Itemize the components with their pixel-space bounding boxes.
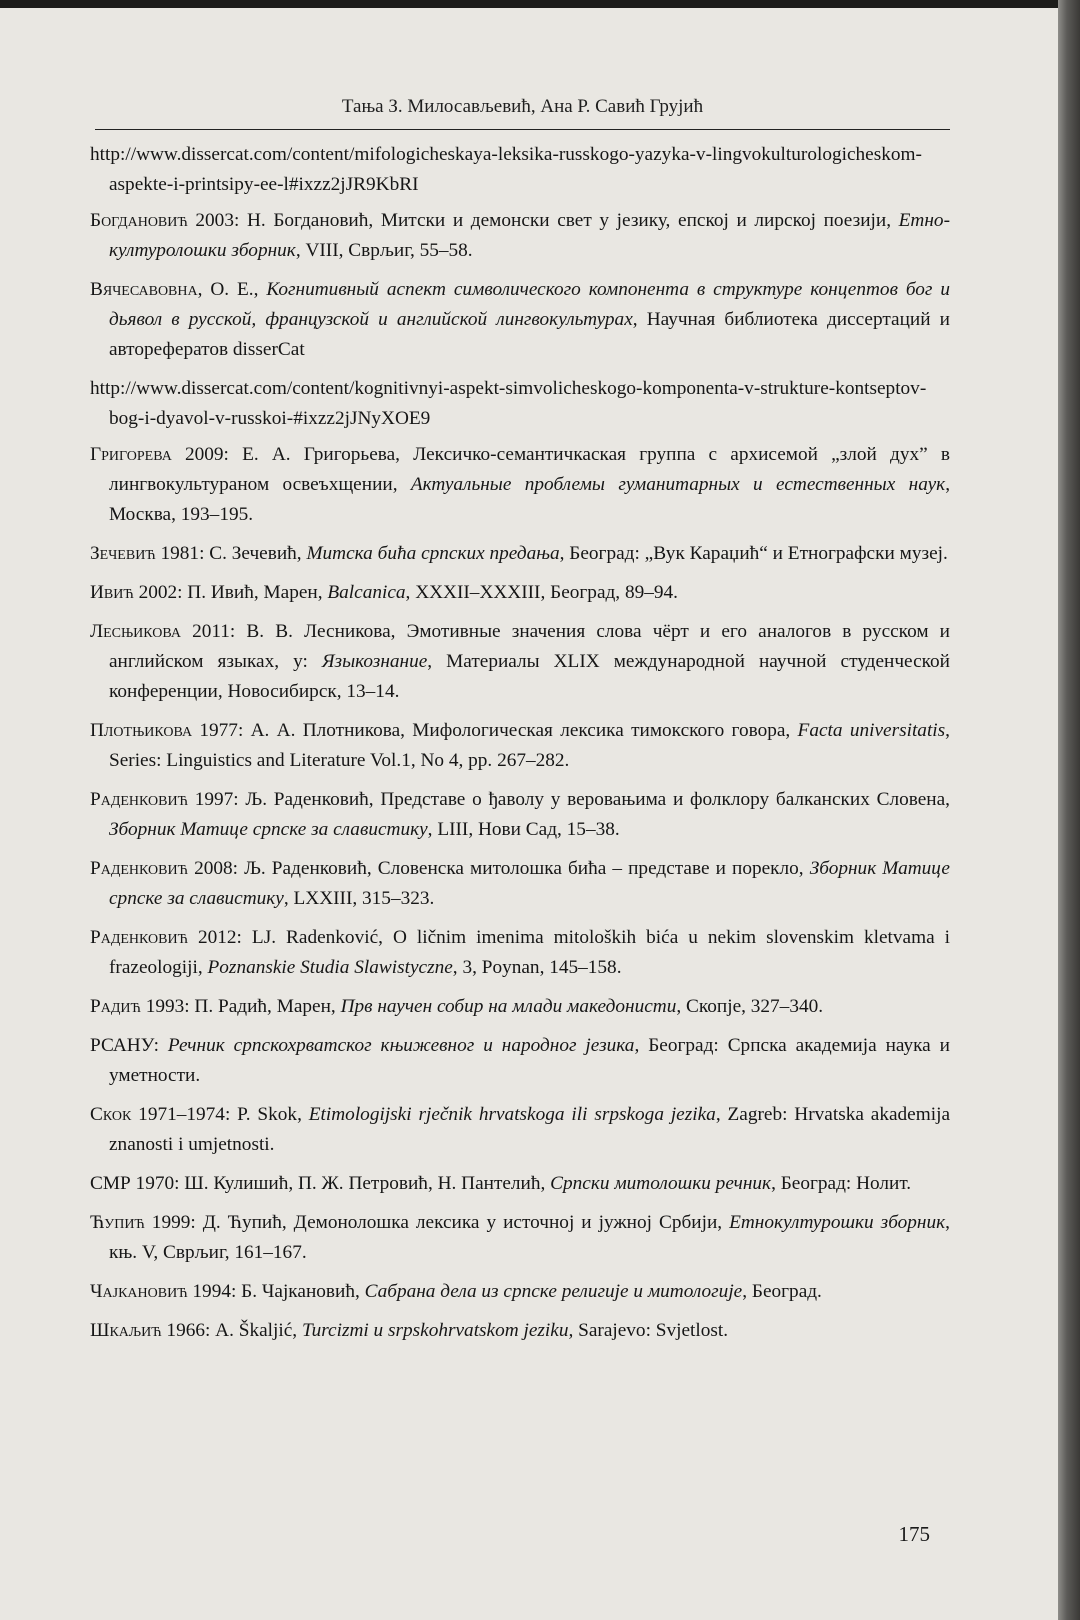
reference-text: 1994: Б. Чајкановић, [187,1281,365,1302]
reference-text: , Београд. [742,1281,822,1302]
reference-key: Вячесавовна [90,279,198,300]
reference-text: 2011: В. В. Лесникова, Эмотивные значения слова чёрт и его аналогов в русском и английском языках, у: [109,621,950,672]
reference-text: , Београд: „Вук Караџић“ и Етнографски музеј. [559,543,948,564]
reference-text: http://www.dissercat.com/content/kognitivnyi-aspekt-simvolicheskogo-komponenta-v-strukture-kontseptov-bog-i-dyavol-v-russkoi-#ixzz2jJNyXOE9 [90,378,927,429]
reference-text: , Београд: Српска академија наука и уметности. [109,1035,950,1086]
reference-entry [90,1316,950,1346]
reference-title: Facta universitatis [797,720,946,741]
reference-title: Актуальные проблемы гуманитарных и естественных наук [410,474,946,495]
reference-title: Митска бића српских предања [306,543,560,564]
reference-entry [90,854,950,914]
page-number: 175 [898,1522,930,1546]
reference-key: Богдановић [90,210,188,231]
reference-text: http://www.dissercat.com/content/mifologicheskaya-leksika-russkogo-yazyka-v-lingvokulturologicheskom-aspekte-i-printsipy-ee-l#ixzz2jJR9KbRI [90,144,922,195]
reference-key: Шкаљић [90,1320,162,1341]
reference-key: Раденковић [90,927,188,948]
reference-entry [90,785,950,845]
reference-text: , књ. V, Сврљиг, 161–167. [109,1212,950,1263]
reference-text: РСАНУ: [90,1035,168,1056]
reference-title: Прв научен собир на млади македонисти [340,996,677,1017]
reference-text: , О. Е., [197,279,267,300]
reference-entry [90,275,950,365]
reference-title: Balcanica [327,582,406,603]
header-rule [95,129,950,130]
reference-entry [90,578,950,608]
reference-text: 1971–1974: P. Skok, [131,1104,309,1125]
reference-key: Плотњикова [90,720,193,741]
reference-entry [90,140,950,200]
reference-text: СМР 1970: Ш. Кулишић, П. Ж. Петровић, Н. Пантелић, [90,1173,551,1194]
reference-text: , Zagreb: Hrvatska akademija znanosti i umjetnosti. [109,1104,951,1155]
reference-key: Радић [90,996,141,1017]
reference-entry [90,1208,950,1268]
reference-text: , Скопје, 327–340. [676,996,824,1017]
reference-text: 1997: Љ. Раденковић, Представе о ђаволу у веровањима и фолклору балканских Словена, [187,789,950,810]
reference-text: , Научная библиотека диссертаций и авторефератов disserCat [109,309,950,360]
reference-title: Etimologijski rječnik hrvatskoga ili srpskoga jezika [308,1104,716,1125]
reference-entry [90,617,950,707]
reference-text: , LIII, Нови Сад, 15–38. [427,819,620,840]
reference-text: 2003: Н. Богдановић, Митски и демонски свет у језику, епској и лирској поезији, [187,210,899,231]
reference-text: , Москва, 193–195. [109,474,951,525]
reference-text: , 3, Poynan, 145–158. [452,957,622,978]
reference-text: 1977: А. А. Плотникова, Мифологическая лексика тимокского говора, [192,720,798,741]
reference-entry [90,374,950,434]
reference-title: Етнокултурошки зборник [729,1212,946,1233]
reference-title: Зборник Матице српске за славистику [109,819,428,840]
reference-entry [90,1100,950,1160]
reference-text: 2009: Е. А. Григорьева, Лексичко-семантичкаская группа с архисемой „злой дух” в лингвокультураном освеъхщении, [109,444,950,495]
reference-title: Poznanskie Studia Slawistyczne [207,957,453,978]
reference-title: Языкознание [321,651,428,672]
running-head: Тања З. Милосављевић, Ана Р. Савић Грујић [341,96,704,117]
reference-title: Речник српскохрватског књижевног и народног језика [167,1035,635,1056]
reference-text: 1966: А. Škaljić, [161,1320,302,1341]
reference-title: Когнитивный аспект символического компонента в структуре концептов бог и дьявол в русской, французской и английской лингвокультурах [109,279,950,330]
reference-key: Ћупић [90,1212,145,1233]
reference-text: 2002: П. Ивић, Марен, [133,582,328,603]
reference-text: 1981: С. Зечевић, [155,543,307,564]
reference-text: 2012: LJ. Radenković, O ličnim imenima mitoloških bića u nekim slovenskim kletvama i frazeologiji, [109,927,950,978]
reference-text: , Материалы XLIX международной научной студенческой конференции, Новосибирск, 13–14. [109,651,950,702]
reference-key: Чајкановић [90,1281,188,1302]
reference-key: Скок [90,1104,132,1125]
reference-key: Лесњикова [90,621,181,642]
reference-key: Зечевић [90,543,156,564]
reference-entry [90,206,950,266]
reference-title: Turcizmi u srpskohrvatskom jeziku, [301,1320,574,1341]
reference-text: , VIII, Сврљиг, 55–58. [295,240,473,261]
reference-text: , Београд: Нолит. [771,1173,912,1194]
reference-text: , Series: Linguistics and Literature Vol.1, No 4, pp. 267–282. [109,720,950,771]
reference-entry [90,539,950,569]
reference-text: Sarajevo: Svjetlost. [573,1320,729,1341]
reference-entry [90,440,950,530]
reference-title: Сабрана дела из српске религије и митологије [364,1281,743,1302]
reference-entry [90,1277,950,1307]
reference-text: 1999: Д. Ћупић, Демонолошка лексика у источној и јужној Србији, [144,1212,730,1233]
reference-text: , XXXII–XXXIII, Београд, 89–94. [405,582,678,603]
reference-title: Српски митолошки речник [550,1173,772,1194]
reference-text: , LXXIII, 315–323. [283,888,435,909]
reference-list [90,140,950,1355]
reference-key: Ивић [90,582,134,603]
reference-text: 2008: Љ. Раденковић, Словенска митолошка бића – представе и порекло, [187,858,810,879]
reference-title: Етно-културолошки зборник [109,210,950,261]
reference-entry [90,923,950,983]
reference-key: Раденковић [90,858,188,879]
reference-entry [90,716,950,776]
reference-entry [90,992,950,1022]
reference-title: Зборник Матице српске за славистику [109,858,950,909]
reference-text: 1993: П. Радић, Марен, [140,996,341,1017]
reference-entry [90,1031,950,1091]
reference-key: Раденковић [90,789,188,810]
reference-entry [90,1169,950,1199]
reference-key: Григорева [90,444,172,465]
page-binding-edge [1058,0,1080,1620]
